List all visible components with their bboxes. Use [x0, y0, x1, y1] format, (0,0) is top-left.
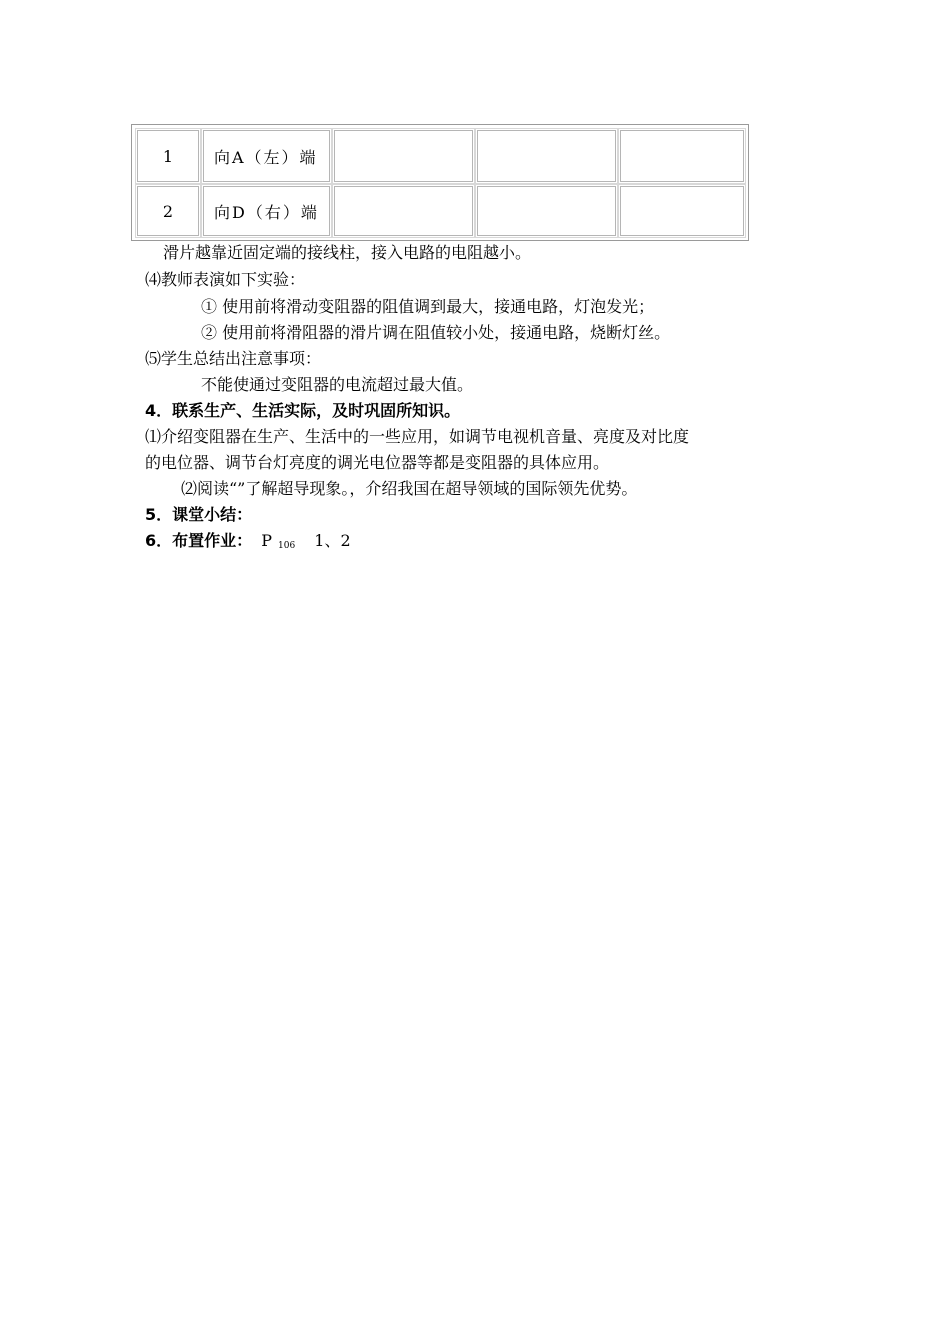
- homework-items: 1、2: [314, 531, 351, 550]
- table-cell-row2-num: 2: [137, 186, 199, 236]
- step4-title: ⑷教师表演如下实验：: [145, 270, 306, 289]
- section6-title: 6．布置作业：: [145, 531, 253, 550]
- homework-page-number: 106: [278, 541, 296, 551]
- table-cell-row2-direction: 向D（右）端: [203, 186, 330, 236]
- step5-item: 不能使通过变阻器的电流超过最大值。: [201, 375, 474, 394]
- section6-line: [145, 530, 351, 557]
- experiment-table: [131, 124, 749, 241]
- table-cell-row1-col3: [334, 130, 473, 182]
- section4-paragraph1-line2: 的电位器、调节台灯亮度的调光电位器等都是变阻器的具体应用。: [145, 453, 610, 472]
- table-cell-row1-direction: 向A（左）端: [203, 130, 330, 182]
- step4-item1: ① 使用前将滑动变阻器的阻值调到最大，接通电路，灯泡发光；: [201, 297, 655, 316]
- conclusion-text: 滑片越靠近固定端的接线柱，接入电路的电阻越小。: [163, 243, 532, 262]
- step4-item2: ② 使用前将滑阻器的滑片调在阻值较小处，接通电路，烧断灯丝。: [201, 323, 671, 342]
- table-cell-row2-col4: [477, 186, 616, 236]
- table-cell-row1-col5: [620, 130, 744, 182]
- section4-paragraph2: ⑵阅读“”了解超导现象。，介绍我国在超导领域的国际领先优势。: [181, 479, 638, 498]
- table-cell-row2-col3: [334, 186, 473, 236]
- table-cell-row2-col5: [620, 186, 744, 236]
- section5-title: 5．课堂小结：: [145, 505, 253, 524]
- section4-paragraph1-line1: ⑴介绍变阻器在生产、生活中的一些应用，如调节电视机音量、亮度及对比度: [145, 427, 690, 446]
- homework-page-prefix: P: [261, 531, 272, 550]
- table-cell-row1-col4: [477, 130, 616, 182]
- table-cell-row1-num: 1: [137, 130, 199, 182]
- step5-title: ⑸学生总结出注意事项：: [145, 349, 322, 368]
- section4-title: 4．联系生产、生活实际，及时巩固所知识。: [145, 401, 461, 420]
